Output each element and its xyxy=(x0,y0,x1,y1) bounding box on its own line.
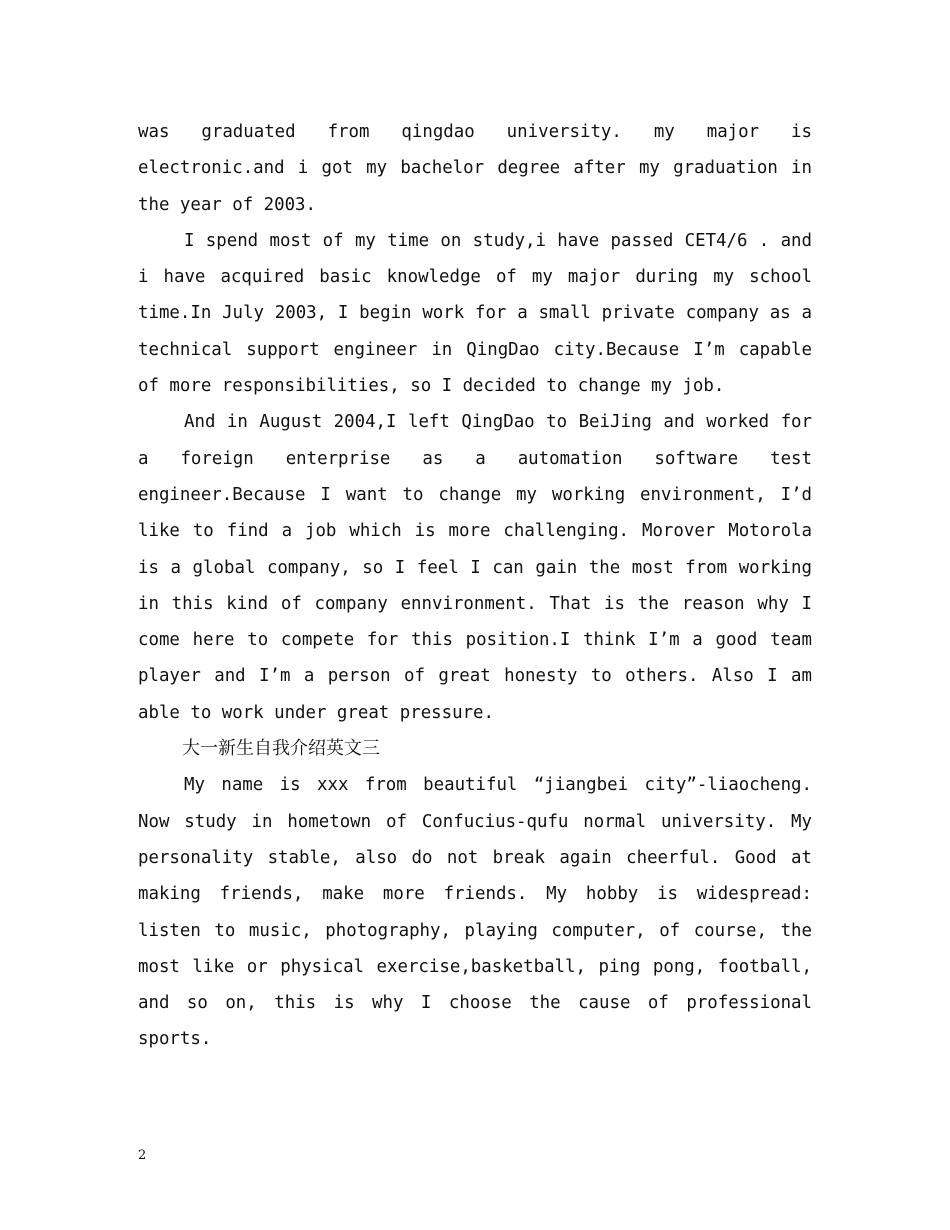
paragraph-beijing-job: And in August 2004,I left QingDao to BeiJing and worked for a foreign enterprise as a automation software test engineer.Because I want to change my working environment, I’d like to find a job which is more challenging. Morover Motorola is a global company, so I feel I can gain the most from working in this kind of company ennvironment. That is the reason why I come here to compete for this position.I think I’m a good team player and I’m a person of great honesty to others. Also I am able to work under great pressure. xyxy=(138,412,812,723)
paragraph-study-and-first-job: I spend most of my time on study,i have passed CET4/6 . and i have acquired basic knowledge of my major during my school time.In July 2003, I begin work for a small private company as a technical support engineer in QingDao city.Because I’m capable of more responsibilities, so I decided to change my job. xyxy=(138,230,812,397)
paragraph-self-introduction: My name is xxx from beautiful “jiangbei city”-liaocheng. Now study in hometown of Confucius-qufu normal university. My personality stable, also do not break again cheerful. Good at making friends, make more friends. My hobby is widespread: listen to music, photography, playing computer, of course, the most like or physical exercise,basketball, ping pong, football, and so on, this is why I choose the cause of professional sports. xyxy=(138,775,812,1050)
page-number: 2 xyxy=(138,1148,147,1163)
document-body xyxy=(138,114,812,1058)
section-heading: 大一新生自我介绍英文三 xyxy=(182,738,380,760)
paragraph-graduation: was graduated from qingdao university. my major is electronic.and i got my bachelor degree after my graduation in the year of 2003. xyxy=(138,122,812,215)
